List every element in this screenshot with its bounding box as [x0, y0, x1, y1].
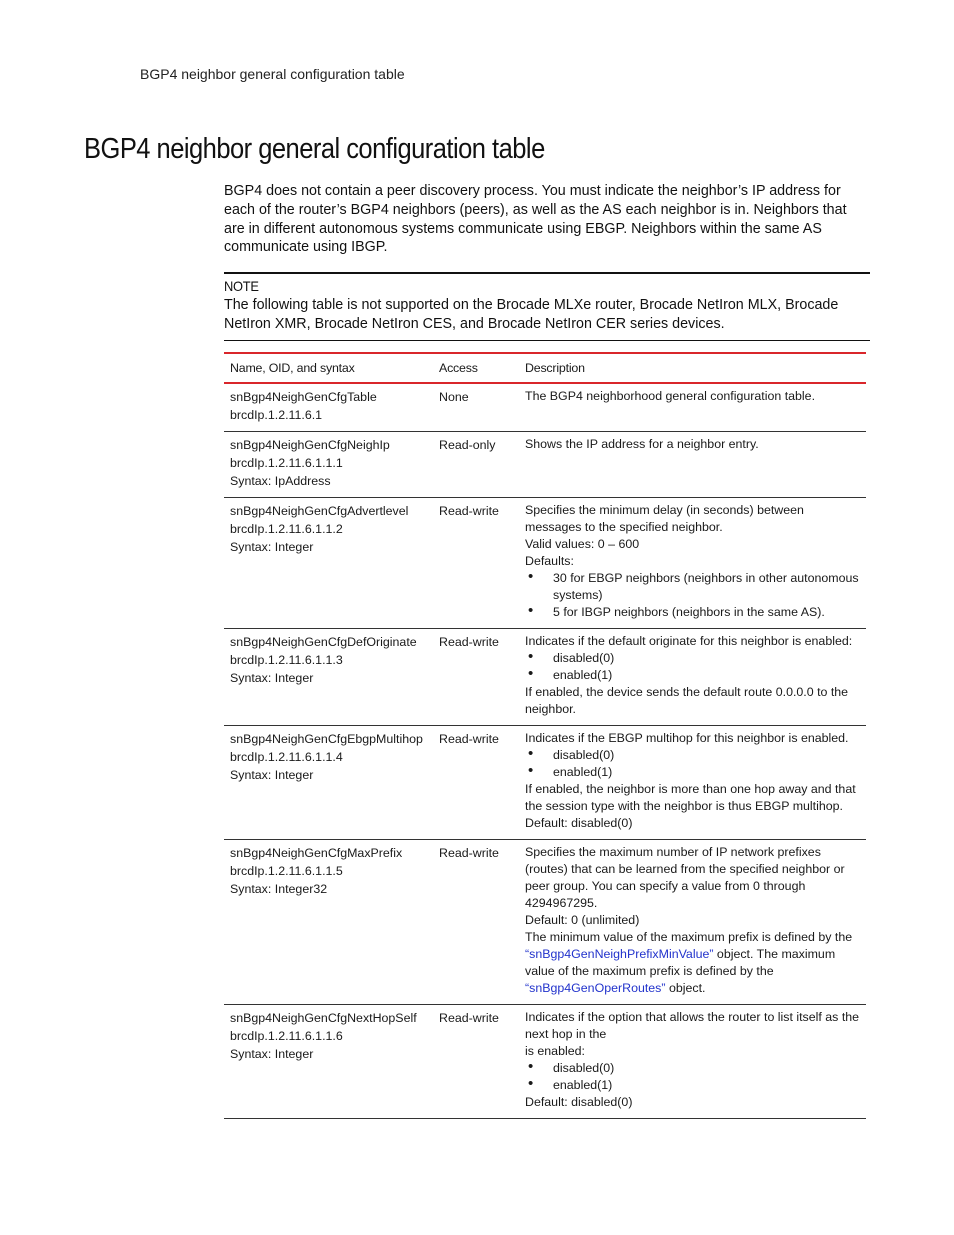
table-header-row	[224, 353, 866, 383]
object-syntax: Syntax: Integer	[230, 1047, 314, 1061]
description-text: Specifies the minimum delay (in seconds) between messages to the specified neighbor.	[525, 503, 804, 534]
list-item: • enabled(1)	[525, 1077, 860, 1094]
object-oid: brcdIp.1.2.11.6.1.1.6	[230, 1029, 343, 1043]
link-prefix-min-value[interactable]: “snBgp4GenNeighPrefixMinValue”	[525, 947, 714, 961]
table-row	[224, 840, 866, 1005]
cell-name	[224, 432, 433, 498]
cell-name	[224, 629, 433, 726]
object-syntax: Syntax: Integer32	[230, 882, 328, 896]
cell-description	[519, 840, 866, 1005]
list-item: • 5 for IBGP neighbors (neighbors in the same AS).	[525, 604, 860, 621]
object-name: snBgp4NeighGenCfgAdvertlevel	[230, 504, 409, 518]
bullet-list	[525, 570, 860, 621]
table-row	[224, 1005, 866, 1119]
intro-paragraph: BGP4 does not contain a peer discovery process. You must indicate the neighbor’s IP address for each of the router’s BGP4 neighbors (peers), as well as the AS each neighbor is in. Neighbors that are in different autonomous systems communicate using EBGP. Neighbors within the same AS communicate using IBGP.	[224, 183, 847, 256]
cell-access: Read-write	[433, 726, 519, 840]
note-text: The following table is not supported on the Brocade MLXe router, Brocade NetIron MLX, Brocade NetIron XMR, Brocade NetIron CES, and Brocade NetIron CER series devices.	[224, 297, 839, 332]
object-name: snBgp4NeighGenCfgNeighIp	[230, 438, 390, 452]
list-item: • enabled(1)	[525, 764, 860, 781]
table-row	[224, 383, 866, 432]
prefix-note-text: The minimum value of the maximum prefix is defined by the	[525, 930, 853, 944]
bullet-list	[525, 747, 860, 781]
table-row	[224, 629, 866, 726]
table-row	[224, 726, 866, 840]
cell-name	[224, 1005, 433, 1119]
object-syntax: Syntax: Integer	[230, 671, 314, 685]
page-title: BGP4 neighbor general configuration table	[84, 133, 545, 165]
mib-table	[224, 352, 866, 1119]
object-syntax: Syntax: Integer	[230, 768, 314, 782]
object-oid: brcdIp.1.2.11.6.1	[230, 408, 323, 422]
list-item: • disabled(0)	[525, 1060, 860, 1077]
prefix-note	[525, 929, 860, 997]
description-text: Indicates if the EBGP multihop for this neighbor is enabled.	[525, 731, 849, 745]
cell-description	[519, 432, 866, 498]
default-value: Default: disabled(0)	[525, 1095, 633, 1109]
description-text: Indicates if the default originate for this neighbor is enabled:	[525, 634, 853, 648]
object-name: snBgp4NeighGenCfgNextHopSelf	[230, 1011, 417, 1025]
table-row	[224, 498, 866, 629]
valid-values: Valid values: 0 – 600	[525, 537, 640, 551]
object-name: snBgp4NeighGenCfgEbgpMultihop	[230, 732, 423, 746]
description-text: is enabled:	[525, 1044, 585, 1058]
list-item: • disabled(0)	[525, 650, 860, 667]
note-block	[224, 272, 870, 341]
object-name: snBgp4NeighGenCfgMaxPrefix	[230, 846, 403, 860]
cell-name	[224, 840, 433, 1005]
cell-name	[224, 726, 433, 840]
cell-access: Read-only	[433, 432, 519, 498]
description-text: If enabled, the neighbor is more than one hop away and that the session type with the neighbor is thus EBGP multihop.	[525, 782, 856, 813]
object-syntax: Syntax: Integer	[230, 540, 314, 554]
cell-description	[519, 629, 866, 726]
cell-access: Read-write	[433, 1005, 519, 1119]
object-oid: brcdIp.1.2.11.6.1.1.5	[230, 864, 343, 878]
note-label: NOTE	[224, 278, 259, 294]
cell-description	[519, 498, 866, 629]
description-text: Specifies the maximum number of IP network prefixes (routes) that can be learned from the specified neighbor or peer group. You can specify a value from 0 through 4294967295.	[525, 845, 845, 910]
list-item: • enabled(1)	[525, 667, 860, 684]
cell-access: Read-write	[433, 629, 519, 726]
default-value: Default: 0 (unlimited)	[525, 913, 640, 927]
object-name: snBgp4NeighGenCfgDefOriginate	[230, 635, 417, 649]
description-text: The BGP4 neighborhood general configuration table.	[525, 389, 816, 403]
bullet-list	[525, 650, 860, 684]
object-name: snBgp4NeighGenCfgTable	[230, 390, 377, 404]
header-description: Description	[519, 353, 866, 383]
object-oid: brcdIp.1.2.11.6.1.1.4	[230, 750, 343, 764]
header-access: Access	[433, 353, 519, 383]
list-item: • 30 for EBGP neighbors (neighbors in other autonomous systems)	[525, 570, 860, 604]
cell-description	[519, 726, 866, 840]
description-text: If enabled, the device sends the default route 0.0.0.0 to the neighbor.	[525, 685, 849, 716]
object-syntax: Syntax: IpAddress	[230, 474, 331, 488]
default-value: Default: disabled(0)	[525, 816, 633, 830]
prefix-note-text: object. The maximum value of the maximum prefix is defined by the	[525, 947, 836, 978]
cell-description	[519, 383, 866, 432]
cell-description	[519, 1005, 866, 1119]
header-name: Name, OID, and syntax	[224, 353, 433, 383]
cell-name	[224, 383, 433, 432]
list-item: • disabled(0)	[525, 747, 860, 764]
cell-access: None	[433, 383, 519, 432]
bullet-list	[525, 1060, 860, 1094]
running-header: BGP4 neighbor general configuration table	[140, 66, 405, 82]
defaults-label: Defaults:	[525, 554, 574, 568]
cell-name	[224, 498, 433, 629]
description-text: Indicates if the option that allows the router to list itself as the next hop in the	[525, 1010, 860, 1041]
object-oid: brcdIp.1.2.11.6.1.1.2	[230, 522, 343, 536]
cell-access: Read-write	[433, 498, 519, 629]
object-oid: brcdIp.1.2.11.6.1.1.1	[230, 456, 343, 470]
prefix-note-text: object.	[665, 981, 706, 995]
description-text: Shows the IP address for a neighbor entry.	[525, 437, 759, 451]
object-oid: brcdIp.1.2.11.6.1.1.3	[230, 653, 343, 667]
cell-access: Read-write	[433, 840, 519, 1005]
table-row	[224, 432, 866, 498]
link-oper-routes[interactable]: “snBgp4GenOperRoutes”	[525, 981, 666, 995]
